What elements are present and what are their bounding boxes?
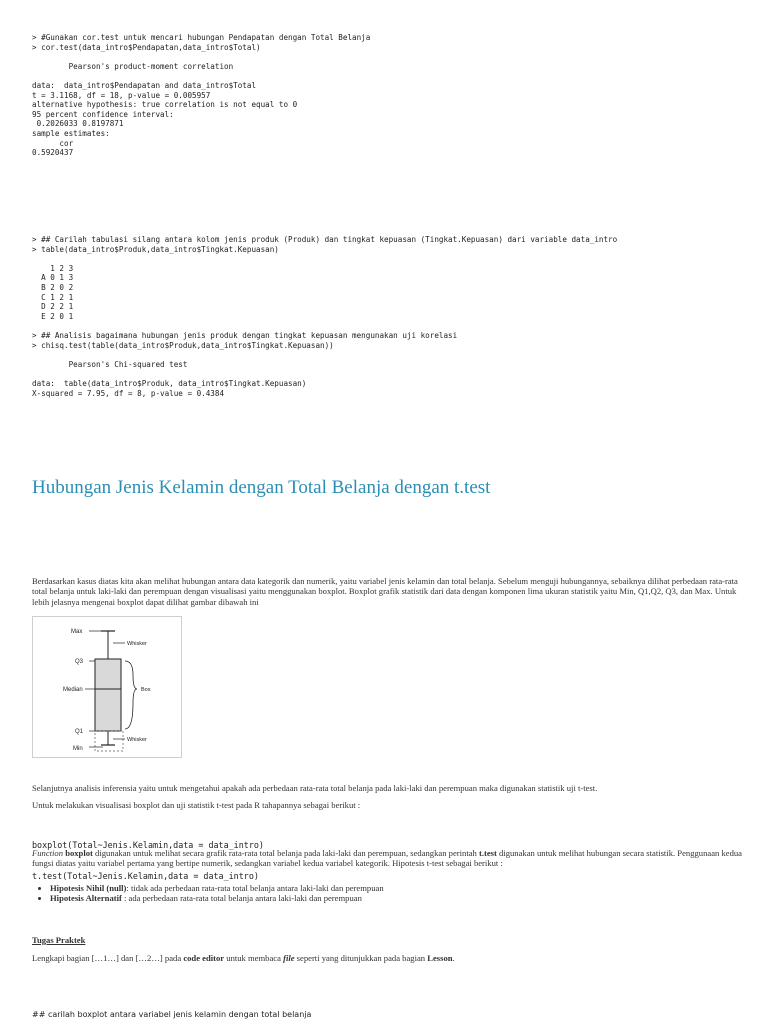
list-item	[50, 883, 744, 893]
code-line: boxplot(Total~Jenis.Kelamin,data = data_intro)	[32, 839, 264, 850]
box-rect	[95, 659, 121, 731]
console-line: A 0 1 3	[32, 273, 74, 283]
dashed-region	[95, 731, 123, 751]
q3-label: Q3	[75, 659, 84, 665]
console-line: 1 2 3	[32, 263, 74, 273]
tugas-paragraph	[32, 953, 744, 963]
tugas-title: Tugas Praktek	[32, 935, 86, 945]
console-line: X-squared = 7.95, df = 8, p-value = 0.4384	[32, 388, 225, 398]
console-line: data: table(data_intro$Produk, data_intro$Tingkat.Kepuasan)	[32, 378, 307, 388]
console-line: Pearson's Chi-squared test	[32, 359, 188, 369]
function-text-1: digunakan untuk melihat secara grafik rata-rata total belanja pada laki-laki dan perempuan, sedangkan perintah	[92, 848, 479, 858]
steps-paragraph: Untuk melakukan visualisasi boxplot dan uji statistik t-test pada R tahapannya sebagai berikut :	[32, 800, 361, 810]
hyp-null-bold: Nihil (null)	[83, 883, 127, 893]
console-line: data: data_intro$Pendapatan and data_intro$Total	[32, 80, 257, 90]
boxplot-diagram	[32, 616, 182, 758]
footer-comment: ## carilah boxplot antara variabel jenis kelamin dengan total belanja	[32, 1010, 312, 1019]
section-heading: Hubungan Jenis Kelamin dengan Total Belanja dengan t.test	[32, 477, 491, 498]
code-line: t.test(Total~Jenis.Kelamin,data = data_intro)	[32, 871, 259, 882]
hyp-alt-bold: Alternatif	[83, 893, 122, 904]
console-line	[32, 254, 617, 264]
console-line: > table(data_intro$Produk,data_intro$Tingkat.Kepuasan)	[32, 244, 279, 254]
console-output-cor-test	[32, 33, 370, 158]
console-line	[32, 71, 370, 81]
console-line: alternative hypothesis: true correlation is not equal to 0	[32, 100, 298, 110]
hyp-null-text: : tidak ada perbedaan rata-rata total belanja antara laki-laki dan perempuan	[126, 883, 384, 893]
console-line: > ## Carilah tabulasi silang antara kolom jenis produk (Produk) dan tingkat kepuasan (Tingkat.Kepuasan) dari variable data_intro	[32, 235, 618, 244]
console-line: cor	[32, 138, 74, 148]
console-line: C 1 2 1	[32, 292, 74, 302]
console-line	[32, 321, 617, 331]
whisker-top-label: Whisker	[127, 641, 147, 647]
console-line	[32, 52, 370, 62]
intro-paragraph: Berdasarkan kasus diatas kita akan melihat hubungan antara data kategorik dan numerik, yaitu variabel jenis kelamin dan total belanja. Sebelum menguji hubungannya, sebaiknya dilihat perbedaan rata-rata total belanja untuk laki-laki dan perempuan dengan visualisasi yaitu menggunakan boxplot. Boxplot grafik statistik dari data dengan komponen lima ukuran statistik yaitu Min, Q1,Q2, Q3, dan Max. Untuk lebih jelasnya mengenai boxplot dapat dilihat gambar dibawah ini	[32, 576, 738, 607]
whisker-bottom-label: Whisker	[127, 737, 147, 743]
function-word: Function	[32, 848, 64, 858]
console-line: t = 3.1168, df = 18, p-value = 0.005957	[32, 90, 211, 100]
console-line: sample estimates:	[32, 128, 110, 138]
boxplot-keyword: boxplot	[65, 848, 93, 858]
console-line: > #Gunakan cor.test untuk mencari hubungan Pendapatan dengan Total Belanja	[32, 33, 371, 42]
console-line	[32, 350, 617, 360]
min-label: Min	[73, 746, 83, 752]
file-italic: file	[283, 953, 295, 963]
console-line: 95 percent confidence interval:	[32, 109, 174, 119]
console-line: 0.5920437	[32, 148, 74, 158]
q1-label: Q1	[75, 729, 84, 735]
tugas-text-e: seperti yang ditunjukkan pada bagian	[294, 953, 428, 963]
median-label: Median	[63, 687, 83, 693]
hyp-alt-text: : ada perbedaan rata-rata total belanja antara laki-laki dan perempuan	[121, 893, 362, 904]
inferensia-paragraph: Selanjutnya analisis inferensia yaitu untuk mengetahui apakah ada perbedaan rata-rata total belanja pada laki-laki dan perempuan maka digunakan statistik uji t-test.	[32, 783, 598, 793]
hypothesis-list	[32, 883, 744, 904]
console-line: Pearson's product-moment correlation	[32, 61, 234, 71]
box-brace	[125, 661, 137, 729]
console-line	[32, 369, 617, 379]
console-line: D 2 2 1	[32, 302, 74, 312]
console-line: B 2 0 2	[32, 282, 74, 292]
console-line: > cor.test(data_intro$Pendapatan,data_intro$Total)	[32, 42, 261, 52]
console-line: > chisq.test(table(data_intro$Produk,data_intro$Tingkat.Kepuasan))	[32, 340, 334, 350]
console-line: 0.2026033 0.8197871	[32, 119, 124, 129]
lesson-bold: Lesson	[427, 953, 453, 963]
boxplot-illustration	[33, 617, 181, 757]
console-output-chisq-test	[32, 235, 617, 398]
tugas-text-c: untuk membaca	[224, 953, 284, 963]
function-paragraph	[32, 848, 744, 869]
console-line: E 2 0 1	[32, 311, 74, 321]
box-label: Box	[141, 687, 151, 693]
tugas-text-g: .	[452, 953, 455, 963]
hyp-bold: Hipotesis	[50, 893, 84, 904]
hyp-bold: Hipotesis	[50, 883, 84, 893]
console-line: > ## Analisis bagaimana hubungan jenis produk dengan tingkat kepuasan mengunakan uji korelasi	[32, 330, 458, 340]
list-item	[50, 893, 744, 903]
max-label: Max	[71, 629, 83, 635]
function-text-2: digunakan untuk melihat hubungan secara statistik. Penggunaan kedua fungsi diatas yaitu variabel pertama yang bertipe numerik, sedangkan variabel kedua variabel kategorik. Hipotesis t-test sebagai berikut :	[32, 848, 742, 869]
code-editor-bold: code editor	[183, 953, 225, 963]
tugas-text-a: Lengkapi bagian […1…] dan […2…] pada	[32, 953, 184, 963]
ttest-keyword: t.test	[478, 848, 497, 858]
